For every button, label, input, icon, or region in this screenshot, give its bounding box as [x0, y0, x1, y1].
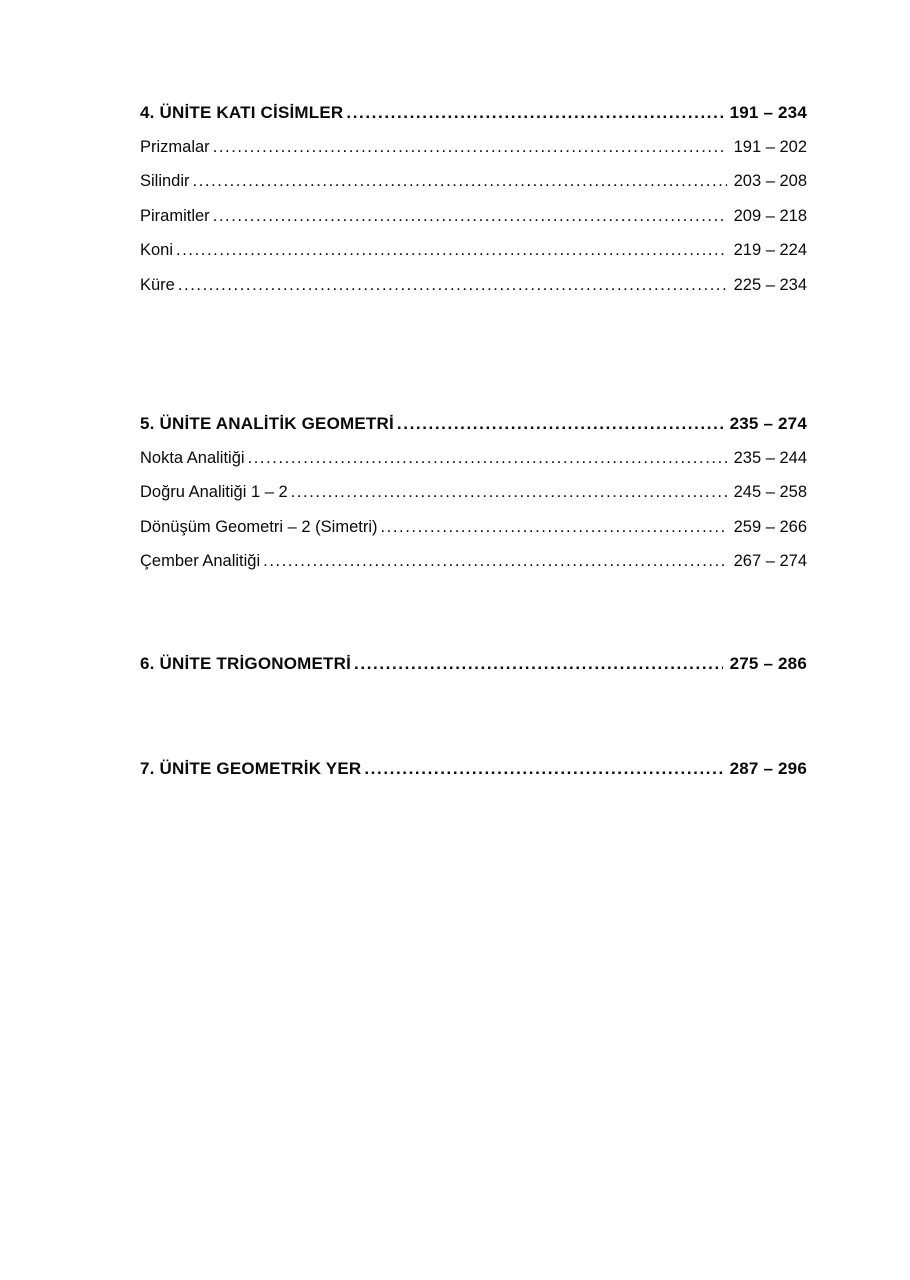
section-page-range: 287 – 296	[729, 759, 807, 778]
toc-entry-page-range: 219 – 224	[733, 241, 807, 259]
toc-entry-row	[140, 484, 807, 501]
toc-entry-label: Piramitler	[140, 206, 210, 225]
dot-leader	[213, 139, 727, 156]
toc-section-title-row	[140, 104, 807, 121]
dot-leader	[291, 484, 727, 501]
toc-entry-row	[140, 519, 807, 536]
toc-section-title-row	[140, 415, 807, 432]
toc-entry-page-range: 203 – 208	[733, 172, 807, 190]
toc-entry-page-range: 245 – 258	[733, 483, 807, 501]
dot-leader	[248, 450, 727, 467]
dot-leader	[354, 655, 723, 672]
dot-leader	[263, 553, 726, 570]
toc-entry-row	[140, 277, 807, 294]
section-page-range: 235 – 274	[729, 414, 807, 433]
toc-entry-label: Küre	[140, 275, 175, 294]
dot-leader	[346, 104, 722, 121]
toc-entry-label: Prizmalar	[140, 137, 210, 156]
toc-entry-row	[140, 242, 807, 259]
toc-entry-page-range: 259 – 266	[733, 517, 807, 536]
dot-leader	[397, 415, 723, 432]
section-title: 5. ÜNİTE ANALİTİK GEOMETRİ	[140, 414, 394, 433]
toc-section-unit-4	[140, 104, 807, 311]
section-page-range: 275 – 286	[729, 654, 807, 673]
table-of-contents	[140, 104, 807, 795]
toc-section-unit-7	[140, 760, 807, 795]
dot-leader	[364, 760, 722, 777]
toc-entry-label: Çember Analitiği	[140, 552, 261, 570]
toc-entry-label: Dönüşüm Geometri – 2 (Simetri)	[140, 517, 378, 536]
dot-leader	[213, 208, 727, 225]
toc-entry-page-range: 225 – 234	[733, 275, 807, 294]
toc-entry-page-range: 209 – 218	[733, 206, 807, 225]
dot-leader	[178, 277, 727, 294]
dot-leader	[193, 173, 727, 190]
toc-section-unit-6	[140, 655, 807, 690]
toc-entry-row	[140, 173, 807, 190]
toc-entry-row	[140, 450, 807, 467]
toc-entry-row	[140, 139, 807, 156]
section-page-range: 191 – 234	[729, 103, 807, 122]
toc-entry-label: Koni	[140, 241, 174, 259]
toc-section-title-row	[140, 655, 807, 672]
toc-entry-page-range: 191 – 202	[733, 137, 807, 156]
dot-leader	[381, 519, 727, 536]
toc-entry-label: Silindir	[140, 172, 190, 190]
toc-entry-label: Nokta Analitiği	[140, 448, 245, 467]
toc-entry-page-range: 267 – 274	[733, 552, 807, 570]
toc-entry-row	[140, 553, 807, 570]
toc-entry-page-range: 235 – 244	[733, 448, 807, 467]
section-title: 4. ÜNİTE KATI CİSİMLER	[140, 103, 344, 122]
toc-entry-label: Doğru Analitiği 1 – 2	[140, 483, 288, 501]
section-title: 7. ÜNİTE GEOMETRİK YER	[140, 759, 362, 778]
toc-entry-row	[140, 208, 807, 225]
dot-leader	[176, 242, 727, 259]
toc-section-unit-5	[140, 415, 807, 588]
toc-section-title-row	[140, 760, 807, 777]
section-title: 6. ÜNİTE TRİGONOMETRİ	[140, 654, 352, 673]
